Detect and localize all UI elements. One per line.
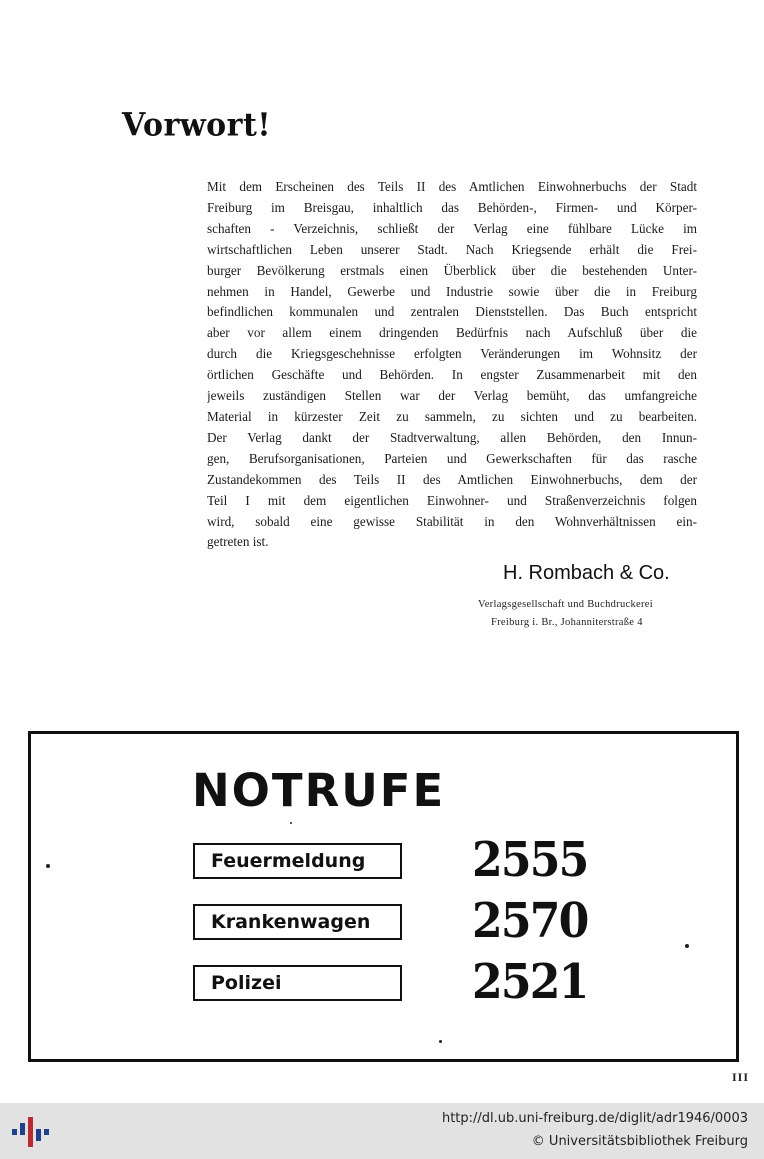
emergency-title: NOTRUFE [192, 764, 446, 817]
foreword-line: wirtschaftlichen Leben unserer Stadt. Nach Kriegsende erhält die Frei- [207, 241, 697, 257]
source-url[interactable]: http://dl.ub.uni-freiburg.de/diglit/adr1946/0003 [441, 1111, 748, 1126]
foreword-line: getreten ist. [207, 534, 269, 550]
copyright-notice: © Universitätsbibliothek Freiburg [531, 1134, 748, 1149]
foreword-line: schaften - Verzeichnis, schließt der Verlag eine fühlbare Lücke im [207, 220, 697, 236]
print-speck [46, 864, 50, 868]
emergency-label-police: Polizei [193, 965, 402, 1001]
foreword-line: burger Bevölkerung erstmals einen Überblick über die bestehenden Unter- [207, 262, 697, 278]
foreword-line: örtlichen Geschäfte und Behörden. In engster Zusammenarbeit mit den [207, 367, 697, 383]
foreword-line: Freiburg im Breisgau, inhaltlich das Behörden-, Firmen- und Körper- [207, 199, 697, 215]
library-footer [0, 1103, 764, 1159]
publisher-name: H. Rombach & Co. [503, 562, 670, 584]
page-number: III [732, 1070, 750, 1084]
foreword-line: durch die Kriegsgeschehnisse erfolgten Veränderungen im Wohnsitz der [207, 346, 697, 362]
emergency-label-fire: Feuermeldung [193, 843, 402, 879]
emergency-number-fire: 2555 [472, 832, 588, 888]
emergency-label-ambulance: Krankenwagen [193, 904, 402, 940]
print-speck [439, 1040, 442, 1043]
foreword-line: Der Verlag dankt der Stadtverwaltung, allen Behörden, den Innun- [207, 429, 697, 445]
print-speck [290, 822, 292, 824]
foreword-line: wird, sobald eine gewisse Stabilität in den Wohnverhältnissen ein- [207, 513, 697, 529]
foreword-line: aber vor allem einem dringenden Bedürfnis nach Aufschluß über die [207, 325, 697, 341]
foreword-line: Mit dem Erscheinen des Teils II des Amtlichen Einwohnerbuchs der Stadt [207, 179, 697, 194]
foreword-line: befindlichen kommunalen und zentralen Dienststellen. Das Buch entspricht [207, 304, 697, 320]
page-heading: Vorwort! [122, 107, 272, 144]
foreword-text [207, 177, 697, 553]
print-speck [685, 944, 689, 948]
foreword-line: Teil I mit dem eigentlichen Einwohner- und Straßenverzeichnis folgen [207, 492, 697, 508]
foreword-line: jeweils zuständigen Stellen war der Verlag bemüht, das umfangreiche [207, 388, 697, 404]
foreword-line: nehmen in Handel, Gewerbe und Industrie sowie über die in Freiburg [207, 283, 697, 299]
publisher-description: Verlagsgesellschaft und Buchdruckerei [478, 599, 653, 610]
emergency-number-ambulance: 2570 [472, 893, 588, 949]
emergency-number-police: 2521 [472, 954, 588, 1010]
foreword-line: gen, Berufsorganisationen, Parteien und Gewerkschaften für das rasche [207, 450, 697, 466]
publisher-address: Freiburg i. Br., Johanniterstraße 4 [491, 617, 643, 628]
foreword-line: Material in kürzester Zeit zu sammeln, zu sichten und zu bearbeiten. [207, 408, 697, 424]
foreword-line: Zustandekommen des Teils II des Amtlichen Einwohnerbuchs, dem der [207, 471, 697, 487]
ub-freiburg-logo-icon [10, 1115, 50, 1149]
